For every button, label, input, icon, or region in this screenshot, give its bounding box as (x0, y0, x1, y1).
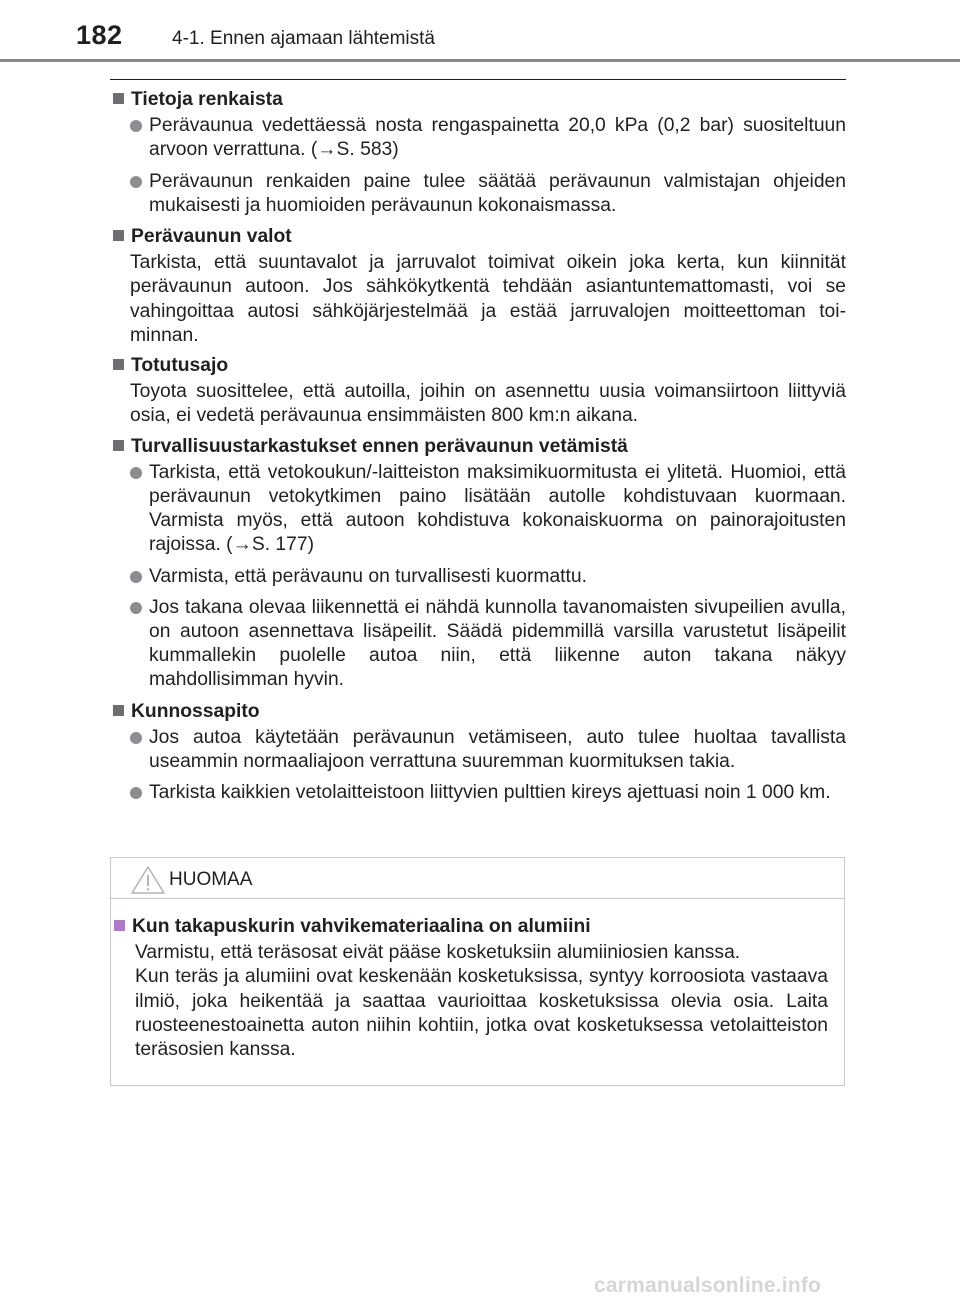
section-tire-info (110, 88, 846, 218)
list-item (110, 461, 846, 558)
list-item-text: Jos autoa käytetään perävaunun vetämiseen, auto tulee huoltaa tavallista useammin normaaliajoon verrattuna suuremman kuormituksen takia. (149, 726, 846, 773)
warning-triangle-icon (130, 865, 166, 895)
section-heading (110, 435, 846, 459)
section-title-text: Totutusajo (131, 355, 229, 377)
square-marker-icon (113, 440, 124, 451)
caution-label: HUOMAA (169, 869, 253, 890)
square-marker-icon (113, 705, 124, 716)
section-paragraph: Toyota suosittelee, että autoilla, joihin on asennettu uusia voimansiirtoon liittyviä osia, ei vedetä perävaunua ensimmäisten 800 km:n aikana. (130, 381, 846, 427)
page-number: 182 (76, 20, 123, 50)
list-item (110, 114, 846, 162)
section-heading (110, 354, 846, 378)
header-divider (0, 59, 960, 62)
list-item (110, 596, 846, 693)
bullet-dot-icon (130, 787, 142, 799)
bullet-dot-icon (130, 571, 142, 583)
caution-heading (111, 915, 828, 939)
caution-heading-text: Kun takapuskurin vahvikemateriaalina on alumiini (132, 916, 591, 937)
list-item-text: Tarkista kaikkien vetolaitteistoon liittyvien pulttien kireys ajettuasi noin 1 000 km. (149, 782, 831, 804)
bullet-dot-icon (130, 732, 142, 744)
bullet-dot-icon (130, 602, 142, 614)
caution-body (111, 899, 844, 1062)
section-heading (110, 88, 846, 112)
caution-box (110, 857, 845, 1086)
section-safety-checks (110, 435, 846, 693)
section-break-in (110, 354, 846, 429)
section-paragraph: Tarkista, että suuntavalot ja jarruvalot toimivat oikein joka kerta, kun kiinnität perävaunun autoon. Jos sähkökytkentä tehdään asiantuntemattomasti, voi se vahingoittaa autosi sähköjärjestelmää ja estää jarruvalojen moitteettoman toiminnan. (130, 252, 846, 346)
list-item-text: Varmista, että perävaunu on turvallisesti kuormattu. (149, 565, 587, 587)
bullet-dot-icon (130, 120, 142, 132)
list-item-text: Perävaunua vedettäessä nosta rengaspainetta 20,0 kPa (0,2 bar) suositeltuun arvoon verrattuna. (→S. 583) (149, 115, 846, 161)
list-item (110, 565, 846, 589)
caution-header (111, 858, 844, 899)
section-title-text: Kunnossapito (131, 700, 260, 722)
square-marker-icon (114, 920, 125, 931)
section-title: 4-1. Ennen ajamaan lähtemistä (172, 28, 435, 49)
square-marker-icon (113, 230, 124, 241)
list-item (110, 170, 846, 218)
caution-paragraph: Varmistu, että teräsosat eivät pääse kosketuksiin alumiiniosien kanssa. (135, 942, 741, 964)
square-marker-icon (113, 93, 124, 104)
list-item (110, 726, 846, 774)
section-heading (110, 225, 846, 249)
page-header (0, 0, 960, 62)
section-trailer-lights (110, 225, 846, 348)
section-title-text: Perävaunun valot (131, 226, 292, 248)
content-divider (110, 79, 846, 80)
caution-paragraph: Kun teräs ja alumiini ovat keskenään kosketuksissa, syntyy korroosiota vastaava ilmiö, joka heikentää ja saattaa vaurioittaa kosketuksissa olevia osia. Laita ruosteenestoainetta auton niihin kohtiin, jotka ovat kosketuksessa vetolaitteiston teräsosien kanssa. (135, 966, 828, 1061)
bullet-dot-icon (130, 467, 142, 479)
list-item-text: Perävaunun renkaiden paine tulee säätää perävaunun valmistajan ohjeiden mukaisesti ja huomioiden perävaunun kokonaismassa. (149, 170, 846, 216)
watermark: carmanualsonline.info (594, 1274, 822, 1297)
section-maintenance (110, 700, 846, 806)
section-title-text: Tietoja renkaista (131, 89, 283, 110)
main-content (110, 88, 846, 812)
bullet-dot-icon (130, 176, 142, 188)
section-heading (110, 700, 846, 724)
list-item (110, 781, 846, 805)
section-title-text: Turvallisuustarkastukset ennen perävaunun vetämistä (131, 435, 628, 457)
list-item-text: Jos takana olevaa liikennettä ei nähdä kunnolla tavanomaisten sivupeilien avulla, on autoon asennettava lisäpeilit. Säädä pidemmillä varsilla varustetut lisäpeilit kummallekin puolelle autoa niin, että liikenne auton takana näkyy mahdollisimman hyvin. (149, 596, 846, 691)
square-marker-icon (113, 359, 124, 370)
list-item-text: Tarkista, että vetokoukun/-laitteiston maksimikuormitusta ei ylitetä. Huomioi, että perävaunun vetokytkimen paino lisätään autolle kohdistuvaan kuormaan. Varmista myös, että autoon kohdistuva kokonaiskuorma on painorajoitusten rajoissa. (→S. 177) (149, 461, 846, 556)
